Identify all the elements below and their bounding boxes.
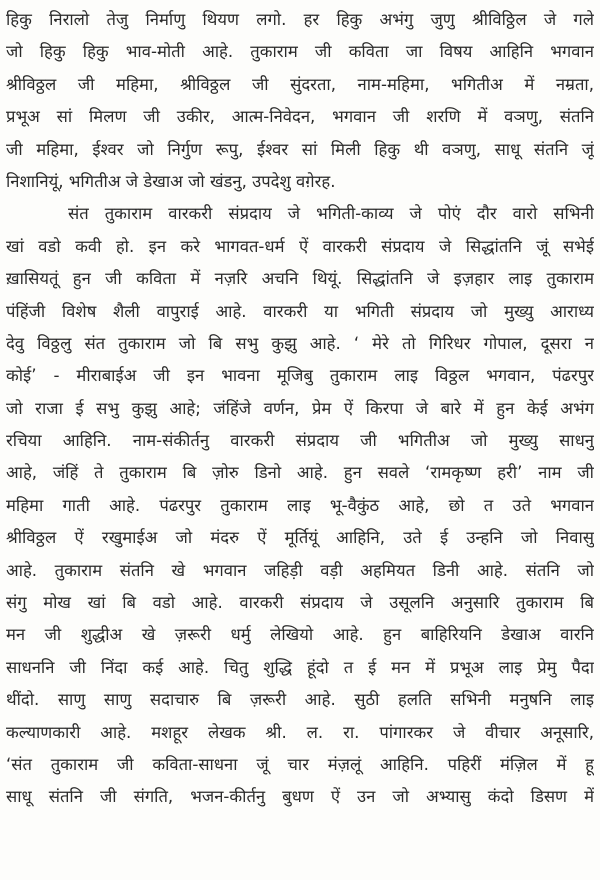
text-line: महिमा गाती आहे. पंढरपुर तुकाराम लाइ भू-वैकुंठ आहे, छो त उते भगवान — [6, 495, 594, 515]
text-line: साधू संतनि जी संगति, भजन-कीर्तनु बुधण ऐं उन जो अभ्यासु कंदो डिसण में — [6, 787, 594, 807]
text-line: जो हिकु हिकु भाव-मोती आहे. तुकाराम जी कविता जा विषय आहिनि भगवान — [6, 42, 594, 62]
text-line: कल्याणकारी आहे. मशहूर लेखक श्री. ल. रा. पांगारकर जे वीचार अनूसारि, — [6, 722, 594, 742]
text-line: देवु विठ्ठलु संत तुकाराम जो बि सभु कुझु आहे. ‘ मेरे तो गिरिधर गोपाल, दूसरा न — [6, 333, 594, 353]
text-line: साधननि जी निंदा कई आहे. चितु शुद्धि हूंदो त ई मन में प्रभूअ लाइ प्रेमु पैदा — [6, 657, 594, 677]
text-line: जो राजा ई सभु कुझु आहे; जंहिंजे वर्णन, प्रेम ऐं किरपा जे बारे में हुन केई अभंग — [6, 398, 594, 418]
text-line: प्रभूअ सां मिलण जी उकीर, आत्म-निवेदन, भगवान जी शरणि में वञणु, संतनि — [6, 107, 594, 127]
text-line: ख़ासियतूं हुन जी कविता में नज़रि अचनि थियूं. सिद्धांतनि जे इज़हार लाइ तुकाराम — [6, 269, 594, 289]
text-line: पंहिंजी विशेष शैली वापुराई आहे. वारकरी या भगिती संप्रदाय जो मुख्यु आराध्य — [6, 301, 594, 321]
text-line: ‘संत तुकाराम जी कविता-साधना जूं चार मंज़लूं आहिनि. पहिरीं मंज़िल में हू — [6, 754, 594, 774]
text-line: हिकु निरालो तेजु निर्माणु थियण लगो. हर हिकु अभंगु जुणु श्रीविठ्ठिल जे गले — [6, 10, 594, 29]
text-line: जी महिमा, ईश्वर जो निर्गुण रूपु, ईश्वर सां मिली हिकु थी वञणु, साधू संतनि जूं — [6, 139, 594, 159]
text-line: खां वडो कवी हो. इन करे भागवत-धर्म ऐं वारकरी संप्रदाय जे सिद्धांतनि जूं सभेई — [6, 236, 594, 256]
text-line: थींदो. साणु साणु सदाचारु बि ज़रूरी आहे. सुठी हलति सभिनी मनुषनि लाइ — [6, 690, 594, 710]
text-line: संगु मोख खां बि वडो आहे. वारकरी संप्रदाय जे उसूलनि अनुसारि तुकाराम बि — [6, 593, 594, 613]
text-line: रचिया आहिनि. नाम-संकीर्तनु वारकरी संप्रदाय जी भगितीअ जो मुख्यु साधनु — [6, 431, 594, 451]
text-line: आहे. तुकाराम संतनि खे भगवान जहिड़ी वड़ी अहमियत डिनी आहे. संतनि जो — [6, 560, 594, 580]
text-line: श्रीविठ्ठल जी महिमा, श्रीविठ्ठल जी सुंदरता, नाम-महिमा, भगितीअ में नम्रता, — [6, 74, 594, 94]
text-line: मन जी शुद्धीअ खे ज़रूरी धर्मु लेखियो आहे. हुन बाहिरियनि डेखाअ वारनि — [6, 625, 594, 645]
text-line: कोई’ - मीराबाईअ जी इन भावना मूजिबु तुकाराम लाइ विठ्ठल भगवान, पंढरपुर — [6, 366, 594, 386]
text-line: श्रीविठ्ठल ऐं रखुमाईअ जो मंदरु ऐं मूर्तियूं आहिनि, उते ई उन्हनि जो निवासु — [6, 528, 594, 548]
paragraph-first-line: संत तुकाराम वारकरी संप्रदाय जे भगिती-काव्य जे पोएं दौर वारो सभिनी — [68, 204, 594, 224]
text-line: आहे, जंहिं ते तुकाराम बि ज़ोरु डिनो आहे. हुन सवले ‘रामकृष्ण हरी’ नाम जी — [6, 463, 594, 483]
text-line: निशानियूं, भगितीअ जे डेखाअ जो खंडनु, उपदेशु वग़ेरह. — [6, 171, 336, 191]
